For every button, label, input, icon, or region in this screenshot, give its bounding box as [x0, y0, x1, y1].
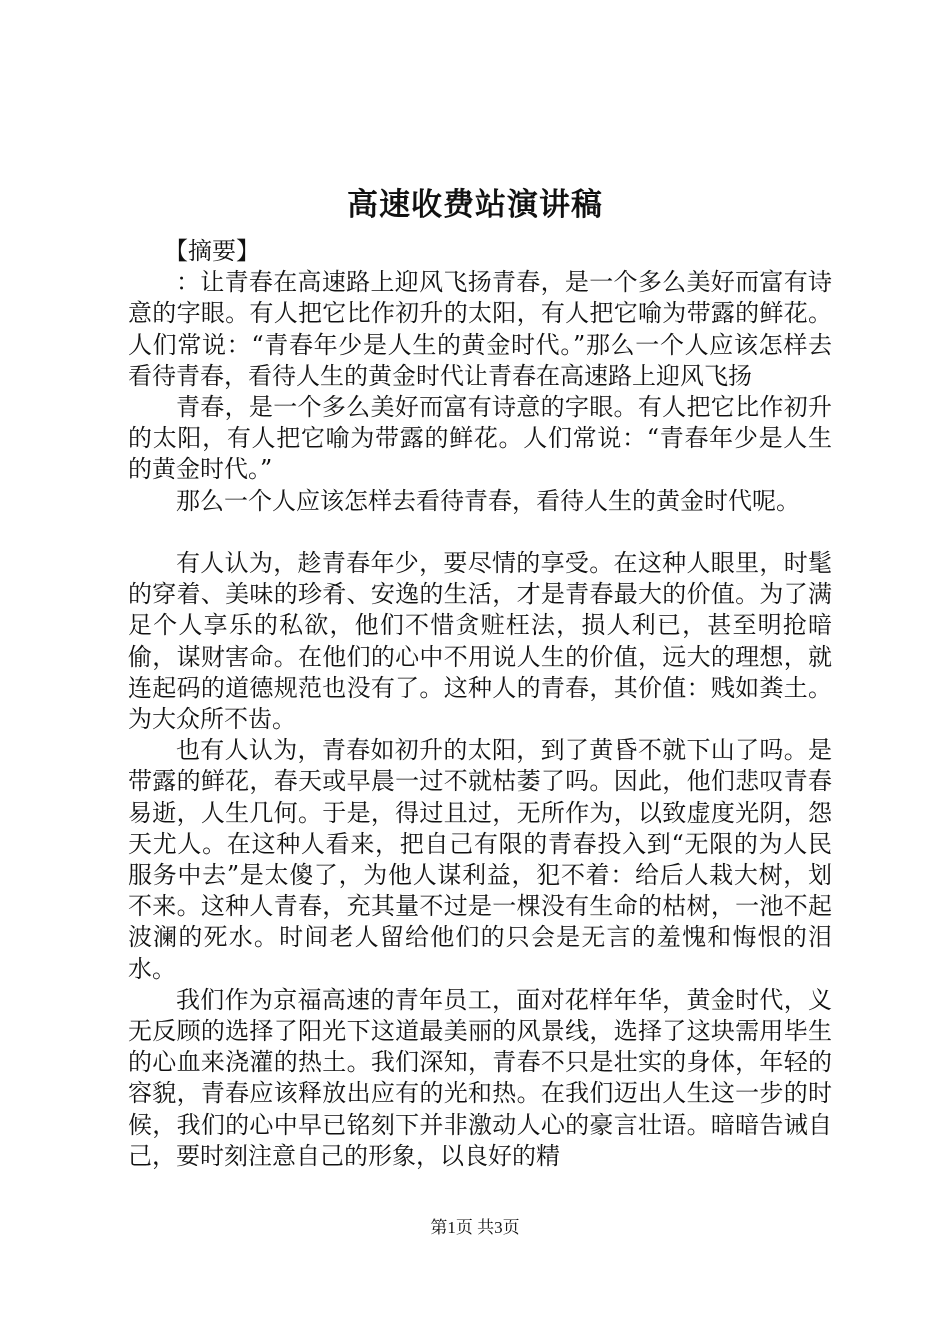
- body-paragraph: 我们作为京福高速的青年员工，面对花样年华，黄金时代，义无反顾的选择了阳光下这道最美丽的风景线，选择了这块需用毕生的心血来浇灌的热土。我们深知，青春不只是壮实的身体，年轻的容貌，青春应该释放出应有的光和热。在我们迈出人生这一步的时候，我们的心中早已铭刻下并非激动人心的豪言壮语。暗暗告诫自己，要时刻注意自己的形象，以良好的精: [128, 985, 832, 1170]
- document-body: [128, 236, 832, 1172]
- body-paragraph: 那么一个人应该怎样去看待青春，看待人生的黄金时代呢。: [176, 486, 800, 515]
- body-paragraph: 青春，是一个多么美好而富有诗意的字眼。有人把它比作初升的太阳，有人把它喻为带露的鲜花。人们常说：“青春年少是人生的黄金时代。”: [128, 393, 832, 484]
- body-paragraph: 也有人认为，青春如初升的太阳，到了黄昏不就下山了吗。是带露的鲜花，春天或早晨一过不就枯萎了吗。因此，他们悲叹青春易逝，人生几何。于是，得过且过，无所作为，以致虚度光阴，怨天尤人。在这种人看来，把自己有限的青春投入到“无限的为人民服务中去”是太傻了，为他人谋利益，犯不着：给后人栽大树，划不来。这种人青春，充其量不过是一棵没有生命的枯树，一池不起波澜的死水。时间老人留给他们的只会是无言的羞愧和悔恨的泪水。: [128, 736, 832, 983]
- paragraph-spacer: [128, 517, 832, 548]
- body-paragraph: 有人认为，趁青春年少，要尽情的享受。在这种人眼里，时髦的穿着、美味的珍肴、安逸的生活，才是青春最大的价值。为了满足个人享乐的私欲，他们不惜贪赃枉法，损人利已，甚至明抢暗偷，谋财害命。在他们的心中不用说人生的价值，远大的理想，就连起码的道德规范也没有了。这种人的青春，其价值：贱如粪土。为大众所不齿。: [128, 549, 832, 734]
- page-footer: 第1页 共3页: [430, 1218, 520, 1237]
- document-title: 高速收费站演讲稿: [347, 187, 603, 223]
- abstract-paragraph: ：让青春在高速路上迎风飞扬青春，是一个多么美好而富有诗意的字眼。有人把它比作初升的太阳，有人把它喻为带露的鲜花。人们常说：“青春年少是人生的黄金时代。”那么一个人应该怎样去看待青春，看待人生的黄金时代让青春在高速路上迎风飞扬: [128, 268, 832, 390]
- abstract-label: 【摘要】: [164, 237, 260, 265]
